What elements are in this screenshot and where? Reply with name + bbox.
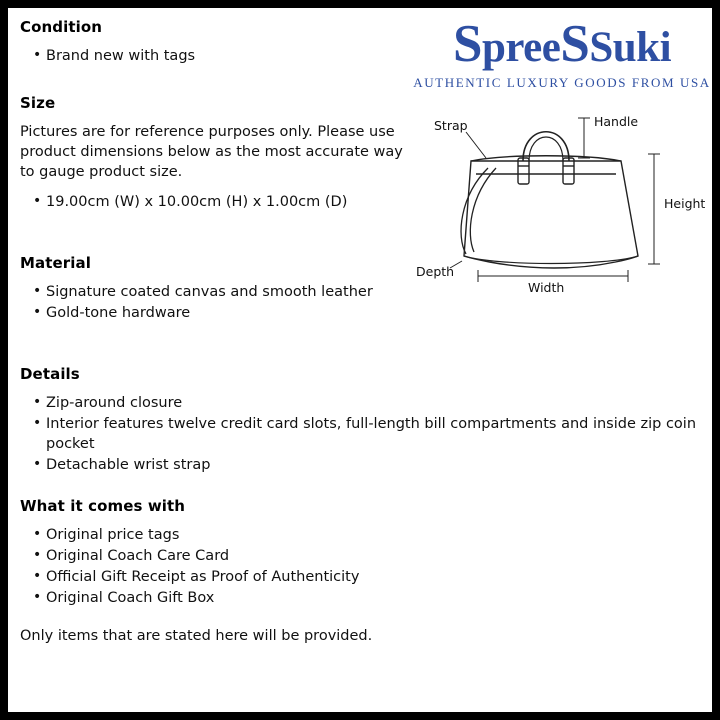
brand-logo-tagline: AUTHENTIC LUXURY GOODS FROM USA [413, 75, 711, 90]
comes-with-list [20, 525, 700, 608]
product-description [8, 8, 712, 646]
diagram-label-depth: Depth [416, 264, 455, 279]
diagram-label-height: Height [664, 196, 706, 211]
section-comes-with [20, 497, 700, 608]
size-note: Pictures are for reference purposes only. Please use product dimensions below as the most accurate way to gauge product size. [20, 124, 403, 180]
list-item: • 19.00cm (W) x 10.00cm (H) x 1.00cm (D) [20, 192, 700, 212]
list-item: • Official Gift Receipt as Proof of Authenticity [20, 567, 700, 587]
list-item: • Original price tags [20, 525, 700, 545]
list-item: • Zip-around closure [20, 393, 700, 413]
list-item: • Detachable wrist strap [20, 455, 700, 475]
section-details [20, 365, 700, 475]
diagram-label-handle: Handle [594, 114, 639, 129]
document-page [8, 8, 712, 712]
brand-logo-pree: pree [481, 24, 561, 71]
section-title-size: Size [20, 94, 56, 112]
section-title-comes-with: What it comes with [20, 497, 186, 515]
section-material [20, 254, 700, 323]
section-condition [20, 18, 700, 66]
list-item: • Signature coated canvas and smooth leather [20, 282, 700, 302]
section-size [20, 94, 700, 212]
list-item: • Brand new with tags [20, 46, 700, 66]
list-item: • Original Coach Care Card [20, 546, 700, 566]
section-title-condition: Condition [20, 18, 103, 36]
footer-note: Only items that are stated here will be provided. [20, 628, 373, 644]
material-list [20, 282, 700, 323]
list-item: • Original Coach Gift Box [20, 588, 700, 608]
size-list [20, 192, 700, 212]
list-item: • Interior features twelve credit card slots, full-length bill compartments and inside zip coin pocket [20, 414, 700, 454]
diagram-label-width: Width [528, 280, 565, 295]
list-item: • Gold-tone hardware [20, 303, 700, 323]
section-title-details: Details [20, 365, 80, 383]
details-list [20, 393, 700, 475]
condition-list [20, 46, 700, 66]
brand-logo-initial-s2: S [560, 18, 590, 73]
section-title-material: Material [20, 254, 91, 272]
brand-logo-suki: Suki [589, 24, 672, 71]
brand-logo-initial-s1: S [452, 18, 482, 73]
diagram-label-strap: Strap [434, 118, 468, 133]
